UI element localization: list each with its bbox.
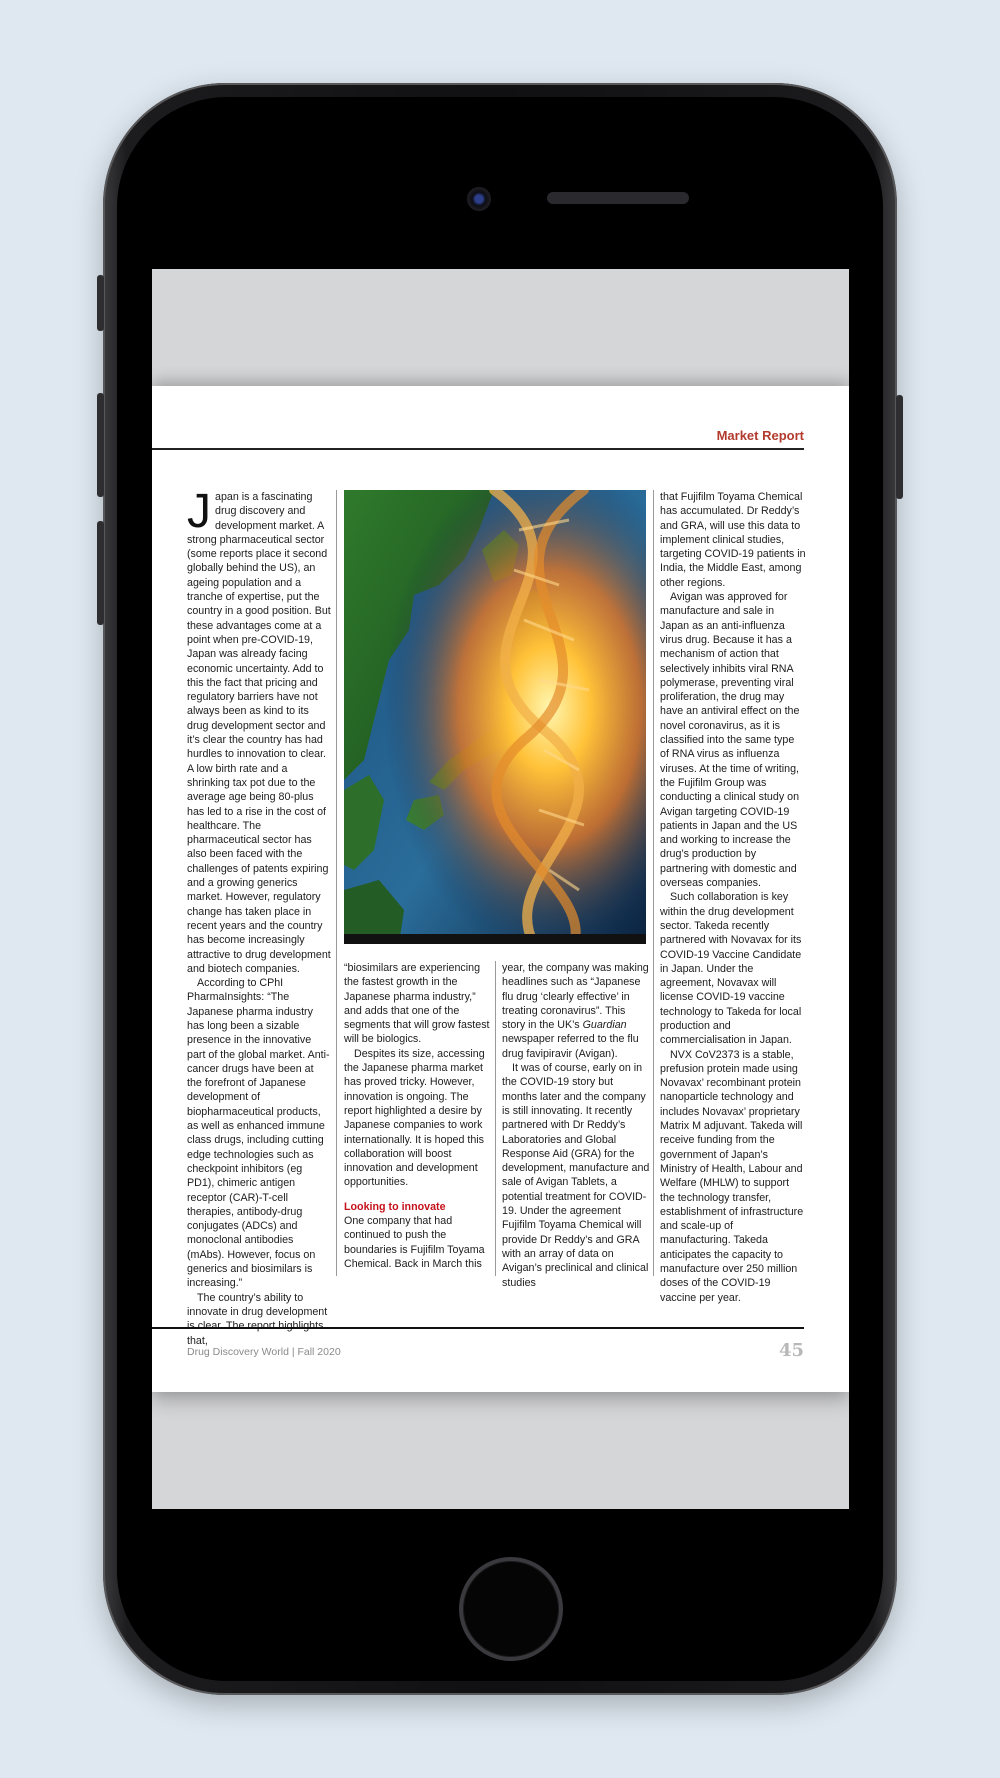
earpiece-speaker [547,192,689,204]
paragraph: that Fujifilm Toyama Chemical has accumulated. Dr Reddy’s and GRA, will use this data to implement clinical studies, targeting COVID-19 patients in India, the Middle East, among other regions. [660,491,806,589]
article-column-4 [660,490,806,1305]
article-image-japan-dna [344,490,646,944]
paragraph: “biosimilars are experiencing the fastest growth in the Japanese pharma industry,” and adds that one of the segments that will grow fastest will be biologics. [344,962,490,1046]
text-run: newspaper referred to the flu drug favipiravir (Avigan). [502,1033,639,1060]
publication-name: Guardian [582,1019,627,1032]
column-divider [653,490,654,1276]
paragraph: It was of course, early on in the COVID-19 story but months later and the company is still innovating. It recently partnered with Dr Reddy’s Laboratories and Global Response Aid (GRA) for the development, manufacture and sale of Avigan Tablets, a potential treatment for COVID-19. Under the agreement Fujifilm Toyama Chemical will provide Dr Reddy’s and GRA with an array of data on Avigan’s preclinical and clinical studies [502,1062,650,1289]
paragraph: Avigan was approved for manufacture and sale in Japan as an anti-influenza virus drug. Because it has a mechanism of action that selectively inhibits viral RNA polymerase, preventing viral proliferation, the drug may have an antiviral effect on the novel coronavirus, as it is classified into the same type of RNA virus as influenza viruses. At the time of writing, the Fujifilm Group was conducting a clinical study on Avigan targeting COVID-19 patients in Japan and the US and working to increase the drug’s production by partnering with domestic and overseas companies. [660,591,800,890]
article-column-2 [344,961,492,1271]
home-button[interactable] [459,1557,563,1661]
screen[interactable] [152,269,849,1509]
footer-publication: Drug Discovery World | Fall 2020 [187,1346,341,1358]
paragraph: Such collaboration is key within the drug development sector. Takeda recently partnered with Novavax for its COVID-19 Vaccine Candidate in Japan. Under the agreement, Novavax will license COVID-19 vaccine technology to Takeda for local production and commercialisation in Japan. [660,891,802,1047]
paragraph: One company that had continued to push the boundaries is Fujifilm Toyama Chemical. Back in March this [344,1215,485,1270]
japan-dna-illustration [344,490,646,944]
magazine-page[interactable] [152,386,849,1392]
header-rule [152,448,804,450]
paragraph: According to CPhI PharmaInsights: “The Japanese pharma industry has long been a sizable presence in the innovative part of the global market. Anti-cancer drugs have been at the forefront of Japanese development of biopharmaceutical products, as well as enhanced immune class drugs, including cutting edge technologies such as checkpoint inhibitors (eg PD1), chimeric antigen receptor (CAR)-T-cell therapies, antibody-drug conjugates (ADCs) and monoclonal antibodies (mAbs). However, focus on generics and biosimilars is increasing.” [187,977,330,1290]
page-number: 45 [778,1340,804,1361]
article-column-3 [502,961,650,1290]
front-camera-icon [467,187,491,211]
paragraph: NVX CoV2373 is a stable, prefusion protein made using Novavax’ recombinant protein nanoparticle technology and includes Novavax’ proprietary Matrix M adjuvant. Takeda will receive funding from the government of Japan’s Ministry of Health, Labour and Welfare (MHLW) to support the technology transfer, establishment of infrastructure and scale-up of manufacturing. Takeda anticipates the capacity to manufacture over 250 million doses of the COVID-19 vaccine per year. [660,1048,804,1304]
volume-up-button [97,393,104,497]
paragraph: The country’s ability to innovate in drug development that, [187,1291,328,1347]
column-divider [495,961,496,1276]
power-button [896,395,903,499]
section-label: Market Report [716,428,804,443]
paragraph: Despites its size, accessing the Japanese pharma market has proved tricky. However, innovation is ongoing. The report highlighted a desire by Japanese companies to work internationally. It is hoped this collaboration will boost innovation and development opportunities. [344,1047,485,1189]
mute-switch [97,275,104,331]
article-column-1 [187,485,331,1348]
text-run: year, the company was making headlines such as “Japanese flu drug ‘clearly effective’ in treating coronavirus”. This story in the UK’s [502,962,649,1032]
subheading: Looking to innovate [344,1200,446,1213]
paragraph: apan is a fascinating drug discovery and development market. A strong pharmaceutical sector (some reports place it second globally behind the US), an ageing population and a tranche of expertise, put the country in a good position. But these advantages come at a point when pre-COVID-19, Japan was already facing economic uncertainty. Add to this the fact that pricing and regulatory barriers have not always been as kind to its drug development sector and it’s clear the country has had hurdles to innovation to clear. A low birth rate and a shrinking tax pot due to the average age being 80-plus has led to a rise in the cost of healthcare. The pharmaceutical sector has also been faced with the challenges of patents expiring and a growing generics market. However, regulatory change has taken place in recent years and the country has become increasingly attractive to drug development and biotech companies. [187,491,331,975]
footer-rule [152,1327,804,1329]
drop-cap: J [187,485,211,538]
paragraph [502,961,650,1061]
volume-down-button [97,521,104,625]
column-divider [336,490,337,1276]
